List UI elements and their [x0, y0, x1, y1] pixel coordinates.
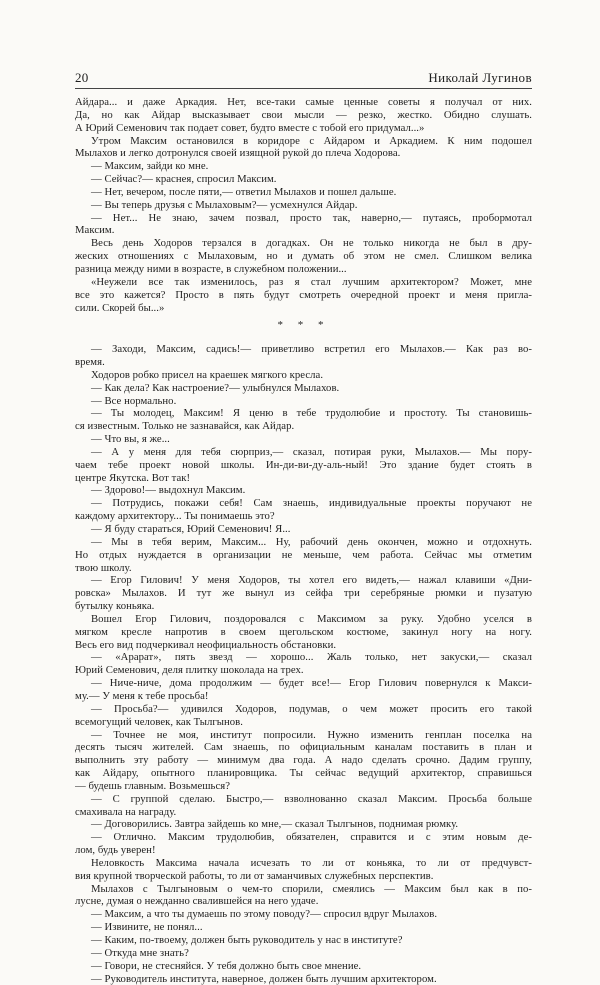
text-line: — Договорились. Завтра зайдешь ко мне,— сказал Тылгынов, поднимая рюмку.	[91, 818, 459, 831]
text-line: время.	[75, 356, 105, 369]
header-rule	[75, 88, 532, 89]
text-line: — Говори, не стесняйся. У тебя должно быть свое мнение.	[91, 959, 362, 972]
text-line: Весь день Ходоров терзался в догадках. Он не только никогда не был в дру-	[91, 237, 532, 250]
text-line: каждому архитектору... Ты понимаешь это?	[75, 510, 275, 523]
text-line: — Я буду стараться, Юрий Семенович! Я...	[91, 523, 291, 535]
text-line: — «Арарат», пять звезд — хорошо... Жаль только, нет закуски,— сказал	[91, 651, 532, 664]
text-line: — будешь главным. Возьмешься?	[75, 779, 231, 792]
text-line: чаем тебе проект новой школы. Ин-ди-ви-ду-аль-ный! Это здание будет стоять в	[75, 458, 532, 471]
text-line: му.— У меня к тебе просьба!	[75, 689, 209, 702]
text-line: ся известным. Только не зазнавайся, как Айдар.	[75, 420, 295, 433]
text-line: — Нет... Не знаю, зачем позвал, просто так, наверно,— путаясь, пробормотал	[91, 211, 532, 224]
text-line: — Руководитель института, наверное, должен быть лучшим архитектором.	[91, 972, 437, 985]
text-line: — Отлично. Максим трудолюбив, обязателен, справится и с этим новым де-	[91, 831, 532, 844]
text-line: — Откуда мне знать?	[91, 946, 189, 959]
section-separator: * * *	[277, 319, 330, 332]
text-line: Неловкость Максима начала исчезать то ли от коньяка, то ли от предчувст-	[91, 856, 532, 869]
page-number: 20	[75, 70, 89, 85]
text-line: Весь его вид подчеркивал неофициальность обстановки.	[75, 638, 337, 651]
text-line: — А у меня для тебя сюрприз,— сказал, потирая руки, Мылахов.— Мы пору-	[91, 445, 532, 458]
text-line: десять тысяч жителей. Сам знаешь, по официальным каналам поставить в план и	[75, 741, 532, 754]
text-line: — С группой сделаю. Быстро,— взволнованно сказал Максим. Просьба больше	[91, 792, 532, 805]
text-line: — Точнее не моя, институт попросили. Нужно изменить генплан поселка на	[91, 728, 532, 741]
text-line: — Вы теперь друзья с Мылаховым?— усмехнулся Айдар.	[91, 198, 358, 211]
text-line: — Нет, вечером, после пяти,— ответил Мылахов и пошел дальше.	[91, 185, 397, 198]
text-line: — Егор Гилович! У меня Ходоров, ты хотел его видеть,— нажал клавиши «Дни-	[91, 574, 532, 587]
text-line: бутылку коньяка.	[75, 600, 155, 613]
text-line: — Сейчас?— краснея, спросил Максим.	[91, 173, 277, 186]
text-line: всемогущий человек, как Тылгынов.	[75, 715, 243, 728]
text-line: — Что вы, я же...	[91, 433, 170, 446]
text-line: — Ниче-ниче, дома продолжим — будет все!— Егор Гилович повернулся к Макси-	[91, 677, 532, 690]
body-text	[75, 96, 532, 985]
text-line: — Просьба?— удивился Ходоров, подумав, о чем может просить его такой	[91, 702, 532, 715]
text-line: Да, но как Айдар высказывает свои мысли — резко, жестко. Обидно слушать.	[75, 108, 532, 121]
text-line: Юрий Семенович, деля плитку шоколада на трех.	[75, 664, 304, 677]
text-line: смахивала на награду.	[75, 805, 177, 818]
text-line: центре Якутска. Вот так!	[75, 471, 191, 484]
text-line: Айдара... и даже Аркадия. Нет, все-таки самые ценные советы я получал от них.	[75, 96, 532, 108]
text-line: разница между ними в возрасте, в служебном положении...	[75, 262, 347, 275]
text-line: А Юрий Семенович так подает совет, будто вместе с тобой его придумал...»	[75, 121, 425, 134]
text-line: мягком кресле напротив в своем щегольском костюме, закинул ногу на ногу.	[75, 625, 532, 638]
text-line: вия крупной творческой работы, то ли от заманчивых служебных перспектив.	[75, 869, 434, 882]
text-line: Мылахов с Тылгыновым о чем-то спорили, смеялись — Максим был как в по-	[91, 882, 532, 895]
text-line: жеских отношениях с Мылаховым, но и думать об этом не смел. Слишком велика	[75, 250, 532, 263]
text-line: Вошел Егор Гилович, поздоровался с Максимом за руку. Удобно уселся в	[91, 612, 532, 625]
text-line: — Все нормально.	[91, 394, 177, 407]
text-line: — Ты молодец, Максим! Я ценю в тебе трудолюбие и простоту. Ты становишь-	[91, 407, 532, 420]
text-line: — Максим, зайди ко мне.	[91, 160, 209, 173]
text-line: — Максим, а что ты думаешь по этому поводу?— спросил вдруг Мылахов.	[91, 908, 438, 921]
text-line: выполнить эту работу — минимум два года. А надо сделать срочно. Дадим группу,	[75, 754, 532, 767]
text-line: твою школу.	[75, 561, 132, 574]
text-line: лусне, думая о нежданно свалившейся на него удаче.	[75, 895, 319, 908]
text-line: лом, будь уверен!	[75, 844, 156, 857]
text-line: — Мы в тебя верим, Максим... Ну, рабочий день окончен, можно и отдохнуть.	[91, 535, 532, 548]
text-line: Утром Максим остановился в коридоре с Айдаром и Аркадием. К ним подошел	[91, 134, 532, 147]
text-line: Ходоров робко присел на краешек мягкого кресла.	[91, 368, 324, 381]
text-line: — Извините, не понял...	[91, 921, 203, 934]
text-line: Но отдых нуждается в организации не меньше, чем работа. Сейчас мы отметим	[75, 548, 532, 561]
text-line: ровска» Мылахов. И тут же вынул из сейфа три серебряные рюмки и пузатую	[75, 587, 532, 600]
text-line: — Каким, по-твоему, должен быть руководитель у нас в институте?	[91, 934, 403, 946]
text-line: — Заходи, Максим, садись!— приветливо встретил его Мылахов.— Как раз во-	[91, 343, 532, 356]
page-header	[75, 68, 532, 88]
text-line: — Потрудись, покажи себя! Сам знаешь, индивидуальные проекты поручают не	[91, 497, 532, 510]
text-line: все это кажется? Просто в пять будут смотреть очередной проект и меня пригла-	[75, 288, 532, 301]
running-head-author: Николай Лугинов	[428, 70, 532, 85]
text-line: — Как дела? Как настроение?— улыбнулся Мылахов.	[91, 381, 340, 394]
text-line: сили. Скорей бы...»	[75, 301, 165, 314]
text-line: — Здорово!— выдохнул Максим.	[91, 484, 246, 497]
text-line: Мылахов и легко дотронулся своей изящной рукой до плеча Ходорова.	[75, 147, 401, 160]
text-line: «Неужели все так изменилось, раз я стал лучшим архитектором? Может, мне	[91, 275, 532, 288]
text-line: как Айдару, опытного планировщика. Ты сейчас ведущий архитектор, справишься	[75, 767, 532, 780]
text-line: Максим.	[75, 224, 115, 237]
